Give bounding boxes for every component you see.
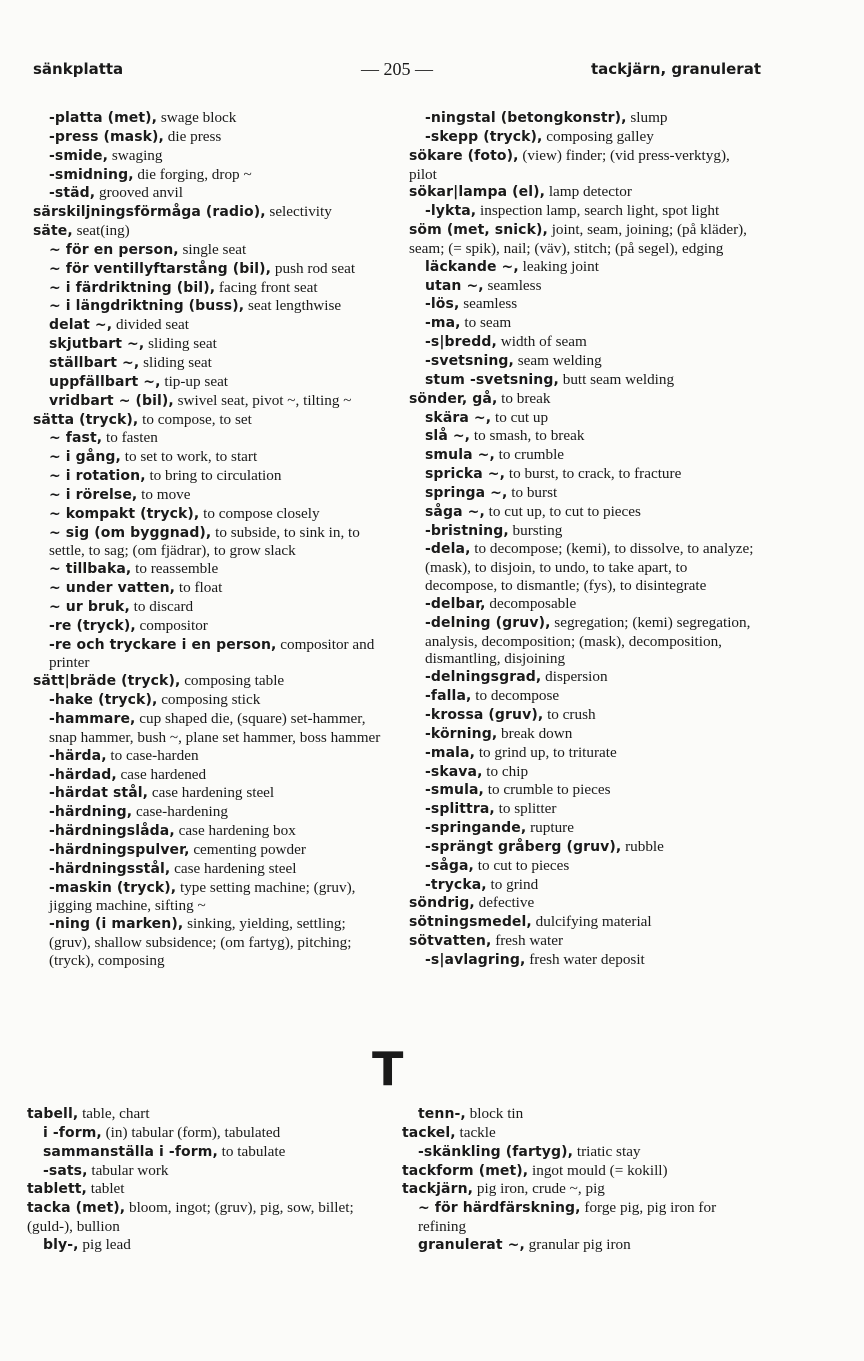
dictionary-entry	[402, 1105, 754, 1124]
dictionary-entry	[33, 222, 385, 241]
entry-translation: rupture	[526, 819, 574, 837]
dictionary-entry	[33, 579, 385, 598]
entry-headword: ställbart ~,	[49, 354, 140, 371]
entry-headword: -dela,	[425, 541, 471, 558]
dictionary-entry	[27, 1105, 379, 1124]
entry-translation: pig iron, crude ~, pig	[473, 1180, 605, 1198]
dictionary-entry	[409, 258, 761, 277]
dictionary-entry	[33, 279, 385, 298]
entry-headword: ~ för en person,	[49, 241, 179, 258]
entry-headword: -splittra,	[425, 801, 495, 818]
entry-translation: tabular work	[87, 1161, 169, 1179]
entry-translation: ingot mould (= kokill)	[528, 1161, 668, 1179]
entry-headword: -lykta,	[425, 203, 477, 220]
entry-translation: inspection lamp, search light, spot light	[476, 202, 720, 220]
entry-headword: -hammare,	[49, 711, 136, 727]
dictionary-entry	[33, 241, 385, 260]
dictionary-entry	[409, 371, 761, 390]
entry-headword: ~ i färdriktning (bil),	[49, 279, 216, 296]
dictionary-entry	[409, 503, 761, 522]
dictionary-entry	[33, 147, 385, 166]
entry-headword: -smidning,	[49, 166, 134, 183]
entry-headword: -springande,	[425, 820, 527, 837]
entry-translation: to cut up	[491, 408, 549, 426]
entry-translation: leaking joint	[518, 257, 599, 275]
entry-translation: divided seat	[112, 316, 189, 334]
dictionary-entry	[409, 951, 761, 970]
dictionary-entry	[33, 166, 385, 185]
dictionary-entry	[33, 109, 385, 128]
entry-translation: to bring to circulation	[145, 467, 282, 485]
column-3	[27, 1105, 379, 1255]
entry-translation: seamless	[483, 276, 542, 294]
entry-headword: tenn-,	[418, 1106, 466, 1122]
entry-translation: to decompose; (kemi), to dissolve, to analyze; (mask), to disjoin, to undo, to take apart, to decompose, to dismantle; (fys), to disintegrate	[425, 540, 754, 595]
entry-translation: table, chart	[78, 1105, 150, 1122]
entry-translation: to cut to pieces	[473, 856, 570, 874]
entry-headword: -maskin (tryck),	[49, 879, 177, 896]
dictionary-entry	[409, 800, 761, 819]
entry-headword: utan ~,	[425, 277, 484, 294]
entry-translation: segregation; (kemi) segregation, analysis, decomposition; (mask), decomposition, dismantling, disjoining	[425, 613, 751, 668]
dictionary-entry	[409, 763, 761, 782]
dictionary-entry	[409, 352, 761, 371]
entry-translation: to chip	[482, 762, 529, 780]
entry-headword: stum -svetsning,	[425, 371, 559, 388]
entry-translation: swage block	[157, 109, 237, 126]
entry-translation: cementing powder	[189, 840, 306, 858]
entry-translation: to fasten	[102, 429, 158, 447]
entry-translation: selectivity	[265, 203, 332, 221]
entry-headword: -s|bredd,	[425, 334, 497, 351]
entry-headword: -skepp (tryck),	[425, 128, 543, 145]
entry-headword: -härdat stål,	[49, 785, 149, 802]
entry-translation: dulcifying material	[531, 913, 652, 931]
entry-headword: sammanställa i -form,	[43, 1143, 218, 1160]
entry-headword: läckande ~,	[425, 258, 519, 275]
dictionary-entry	[409, 427, 761, 446]
entry-translation: fresh water	[491, 932, 564, 950]
dictionary-entry	[409, 668, 761, 687]
entry-translation: to float	[175, 579, 223, 597]
entry-headword: sötvatten,	[409, 933, 492, 950]
dictionary-entry	[402, 1162, 754, 1181]
dictionary-entry	[409, 595, 761, 614]
entry-translation: decomposable	[485, 594, 577, 612]
entry-headword: -härda,	[49, 747, 107, 764]
entry-headword: söndrig,	[409, 895, 475, 912]
dictionary-entry	[409, 876, 761, 895]
entry-translation: composing galley	[542, 127, 654, 145]
dictionary-entry	[33, 297, 385, 316]
entry-headword: -körning,	[425, 725, 498, 742]
dictionary-entry	[33, 524, 385, 561]
entry-headword: såga ~,	[425, 503, 485, 520]
dictionary-entry	[33, 486, 385, 505]
entry-translation: case hardened	[116, 765, 207, 783]
dictionary-entry	[409, 183, 761, 202]
entry-headword: -skänkling (fartyg),	[418, 1143, 574, 1160]
entry-translation: swaging	[108, 146, 163, 164]
dictionary-entry	[409, 932, 761, 951]
dictionary-entry	[33, 841, 385, 860]
entry-translation: sliding seat	[139, 353, 212, 371]
page-header	[33, 60, 761, 84]
entry-headword: springa ~,	[425, 484, 508, 501]
entry-translation: to set to work, to start	[120, 448, 258, 466]
dictionary-entry	[402, 1124, 754, 1143]
entry-translation: to grind	[486, 875, 539, 893]
entry-translation: bursting	[508, 521, 563, 539]
dictionary-entry	[409, 390, 761, 409]
entry-headword: -ningstal (betongkonstr),	[425, 110, 627, 126]
entry-headword: -sprängt gråberg (gruv),	[425, 838, 622, 855]
entry-translation: to compose closely	[199, 504, 320, 522]
section-letter: T	[372, 1042, 404, 1096]
entry-translation: compositor	[135, 616, 208, 634]
dictionary-entry	[402, 1180, 754, 1199]
entry-translation: butt seam welding	[558, 370, 675, 388]
entry-headword: ~ för härdfärskning,	[418, 1200, 581, 1217]
entry-translation: lamp detector	[545, 183, 632, 201]
entry-translation: bloom, ingot; (gruv), pig, sow, billet; (guld-), bullion	[27, 1199, 354, 1236]
column-4	[402, 1105, 754, 1255]
entry-headword: tackjärn,	[402, 1181, 474, 1198]
entry-translation: to grind up, to triturate	[475, 743, 617, 761]
entry-headword: -härdningspulver,	[49, 841, 190, 858]
entry-headword: -krossa (gruv),	[425, 707, 544, 723]
dictionary-entry	[27, 1236, 379, 1255]
entry-headword: -trycka,	[425, 876, 487, 893]
entry-translation: swivel seat, pivot ~, tilting ~	[173, 391, 352, 409]
entry-headword: -delbar,	[425, 595, 486, 612]
entry-translation: tackle	[455, 1123, 496, 1141]
dictionary-entry	[27, 1180, 379, 1199]
entry-translation: to discard	[129, 597, 194, 615]
entry-translation: (view) finder; (vid press-verktyg), pilot	[409, 146, 730, 183]
entry-translation: case hardening box	[174, 822, 296, 840]
entry-translation: to burst, to crack, to fracture	[505, 465, 682, 483]
entry-translation: push rod seat	[271, 259, 356, 277]
entry-headword: -ma,	[425, 315, 461, 332]
dictionary-entry	[33, 879, 385, 916]
dictionary-entry	[409, 409, 761, 428]
entry-headword: spricka ~,	[425, 466, 506, 483]
entry-headword: -mala,	[425, 744, 476, 761]
dictionary-entry	[33, 784, 385, 803]
dictionary-entry	[33, 128, 385, 147]
dictionary-entry	[33, 598, 385, 617]
entry-headword: sötningsmedel,	[409, 914, 532, 931]
entry-headword: -ning (i marken),	[49, 916, 184, 933]
entry-headword: -härdningsstål,	[49, 860, 171, 877]
dictionary-entry	[402, 1236, 754, 1255]
dictionary-entry	[409, 314, 761, 333]
entry-headword: -härdning,	[49, 804, 133, 821]
entry-translation: fresh water deposit	[525, 950, 645, 968]
entry-translation: to splitter	[494, 800, 557, 818]
page-number: — 205 —	[361, 59, 433, 79]
entry-translation: to crumble	[494, 446, 565, 464]
entry-headword: särskiljningsförmåga (radio),	[33, 204, 266, 221]
entry-translation: block tin	[465, 1105, 524, 1122]
entry-headword: söm (met, snick),	[409, 222, 548, 239]
dictionary-entry	[33, 691, 385, 710]
dictionary-entry	[33, 617, 385, 636]
dictionary-entry	[409, 295, 761, 314]
header-right-guideword: tackjärn, granulerat	[590, 60, 761, 78]
dictionary-entry	[33, 203, 385, 222]
entry-translation: case hardening steel	[148, 784, 275, 802]
dictionary-entry	[409, 781, 761, 800]
entry-translation: die press	[163, 127, 222, 145]
entry-headword: sätta (tryck),	[33, 411, 139, 428]
entry-translation: break down	[497, 724, 573, 742]
entry-headword: tackel,	[402, 1124, 456, 1141]
dictionary-entry	[409, 913, 761, 932]
entry-headword: smula ~,	[425, 447, 495, 464]
entry-translation: composing stick	[157, 691, 261, 709]
entry-headword: -härdad,	[49, 766, 117, 783]
entry-headword: delat ~,	[49, 317, 113, 334]
entry-headword: ~ under vatten,	[49, 580, 176, 597]
dictionary-entry	[33, 467, 385, 486]
dictionary-entry	[33, 766, 385, 785]
entry-translation: seat(ing)	[72, 222, 130, 240]
dictionary-entry	[409, 894, 761, 913]
dictionary-entry	[33, 392, 385, 411]
entry-headword: ~ fast,	[49, 430, 103, 447]
dictionary-entry	[409, 446, 761, 465]
dictionary-entry	[33, 636, 385, 673]
entry-translation: single seat	[178, 240, 247, 258]
entry-translation: sliding seat	[144, 335, 217, 353]
dictionary-entry	[409, 687, 761, 706]
dictionary-entry	[33, 316, 385, 335]
dictionary-entry	[27, 1162, 379, 1181]
dictionary-entry	[33, 184, 385, 203]
entry-headword: -härdningslåda,	[49, 823, 175, 840]
entry-headword: -såga,	[425, 857, 474, 874]
entry-translation: grooved anvil	[95, 184, 183, 202]
entry-headword: ~ i gång,	[49, 449, 121, 466]
entry-translation: case hardening steel	[170, 859, 297, 877]
entry-translation: to tabulate	[217, 1142, 286, 1160]
dictionary-entry	[409, 540, 761, 595]
entry-headword: -bristning,	[425, 522, 509, 539]
entry-translation: to burst	[507, 483, 558, 501]
entry-headword: sönder, gå,	[409, 390, 498, 407]
entry-translation: (in) tabular (form), tabulated	[101, 1123, 281, 1141]
dictionary-entry	[33, 335, 385, 354]
entry-translation: case-hardening	[132, 803, 228, 821]
entry-headword: tablett,	[27, 1181, 87, 1198]
dictionary-entry	[409, 109, 761, 128]
entry-translation: rubble	[621, 837, 664, 855]
dictionary-entry	[33, 448, 385, 467]
entry-headword: -städ,	[49, 185, 96, 202]
entry-translation: type setting machine; (gruv), jigging machine, sifting ~	[49, 878, 356, 915]
entry-translation: to smash, to break	[470, 427, 585, 445]
dictionary-entry	[402, 1143, 754, 1162]
dictionary-entry	[409, 128, 761, 147]
entry-translation: die forging, drop ~	[133, 165, 252, 183]
dictionary-entry	[27, 1143, 379, 1162]
dictionary-entry	[33, 260, 385, 279]
entry-headword: -delning (gruv),	[425, 614, 551, 631]
entry-headword: granulerat ~,	[418, 1236, 525, 1253]
dictionary-entry	[409, 744, 761, 763]
entry-translation: to seam	[460, 314, 512, 332]
dictionary-entry	[33, 710, 385, 747]
entry-translation: composing table	[180, 672, 285, 690]
entry-translation: joint, seam, joining; (på kläder), seam; (= spik), nail; (väv), stitch; (på segel), edging	[409, 221, 747, 257]
dictionary-entry	[409, 857, 761, 876]
entry-translation: to decompose	[471, 687, 560, 705]
entry-headword: ~ kompakt (tryck),	[49, 505, 200, 522]
dictionary-entry	[33, 822, 385, 841]
dictionary-entry	[409, 147, 761, 184]
entry-headword: -delningsgrad,	[425, 669, 542, 686]
column-2	[409, 109, 761, 970]
entry-translation: slump	[626, 109, 668, 126]
entry-headword: sökare (foto),	[409, 147, 519, 164]
dictionary-entry	[33, 429, 385, 448]
entry-translation: defective	[474, 894, 535, 912]
entry-translation: seat lengthwise	[244, 297, 342, 315]
entry-headword: slå ~,	[425, 428, 471, 445]
entry-headword: tackform (met),	[402, 1162, 529, 1179]
entry-headword: ~ i rotation,	[49, 468, 146, 485]
entry-headword: tacka (met),	[27, 1200, 126, 1217]
dictionary-entry	[409, 202, 761, 221]
entry-translation: seam welding	[513, 351, 602, 369]
entry-headword: -hake (tryck),	[49, 692, 158, 709]
entry-headword: tabell,	[27, 1106, 79, 1122]
dictionary-entry	[33, 560, 385, 579]
entry-translation: forge pig, pig iron for refining	[418, 1199, 717, 1236]
dictionary-entry	[409, 484, 761, 503]
entry-headword: -skava,	[425, 763, 483, 780]
dictionary-entry	[33, 505, 385, 524]
entry-translation: tablet	[86, 1180, 125, 1198]
entry-headword: vridbart ~ (bil),	[49, 392, 174, 409]
entry-translation: seamless	[459, 295, 518, 313]
entry-headword: skära ~,	[425, 409, 492, 426]
entry-headword: -svetsning,	[425, 352, 514, 369]
entry-translation: sinking, yielding, settling; (gruv), shallow subsidence; (om fartyg), pitching; (tryck), composing	[49, 915, 352, 969]
dictionary-entry	[27, 1124, 379, 1143]
dictionary-entry	[33, 373, 385, 392]
entry-headword: -sats,	[43, 1162, 88, 1179]
entry-headword: -s|avlagring,	[425, 951, 526, 968]
entry-headword: ~ i rörelse,	[49, 486, 138, 503]
entry-translation: dispersion	[541, 668, 608, 686]
dictionary-entry	[27, 1199, 379, 1236]
dictionary-entry	[409, 465, 761, 484]
dictionary-entry	[409, 522, 761, 541]
entry-translation: to compose, to set	[138, 410, 252, 428]
entry-headword: sätt|bräde (tryck),	[33, 673, 181, 690]
entry-translation: facing front seat	[215, 278, 318, 296]
dictionary-entry	[409, 838, 761, 857]
dictionary-entry	[33, 672, 385, 691]
entry-translation: width of seam	[496, 333, 587, 351]
entry-translation: to move	[137, 485, 191, 503]
entry-headword: uppfällbart ~,	[49, 373, 161, 390]
dictionary-entry	[409, 706, 761, 725]
entry-translation: to subside, to sink in, to settle, to sag; (om fjädrar), to grow slack	[49, 523, 360, 560]
dictionary-entry	[409, 221, 761, 258]
dictionary-entry	[409, 725, 761, 744]
entry-headword: skjutbart ~,	[49, 336, 145, 353]
dictionary-entry	[33, 411, 385, 430]
entry-translation: triatic stay	[573, 1142, 641, 1160]
dictionary-entry	[409, 277, 761, 296]
dictionary-entry	[33, 915, 385, 970]
entry-headword: -re och tryckare i en person,	[49, 636, 277, 653]
dictionary-entry	[409, 614, 761, 669]
entry-translation: to reassemble	[131, 560, 219, 578]
entry-headword: ~ i längdriktning (buss),	[49, 298, 245, 315]
header-left-guideword: sänkplatta	[33, 60, 124, 78]
entry-headword: i -form,	[43, 1124, 102, 1141]
entry-translation: to break	[497, 389, 551, 407]
entry-headword: bly-,	[43, 1236, 79, 1253]
entry-translation: tip-up seat	[160, 372, 229, 390]
entry-headword: -platta (met),	[49, 110, 158, 126]
entry-headword: -smula,	[425, 782, 484, 799]
dictionary-entry	[33, 860, 385, 879]
entry-headword: ~ för ventillyftarstång (bil),	[49, 260, 272, 277]
entry-translation: pig lead	[78, 1235, 131, 1253]
dictionary-entry	[33, 803, 385, 822]
entry-translation: compositor and printer	[49, 635, 375, 672]
entry-headword: -press (mask),	[49, 128, 164, 145]
entry-translation: to case-harden	[106, 746, 199, 764]
entry-headword: -lös,	[425, 296, 460, 313]
entry-headword: -re (tryck),	[49, 617, 136, 634]
entry-headword: säte,	[33, 223, 73, 240]
entry-headword: ~ sig (om byggnad),	[49, 524, 212, 541]
entry-translation: cup shaped die, (square) set-hammer, snap hammer, bush ~, plane set hammer, boss hammer	[49, 710, 381, 746]
entry-translation: to crumble to pieces	[483, 781, 611, 799]
dictionary-entry	[402, 1199, 754, 1236]
entry-translation: granular pig iron	[524, 1235, 631, 1253]
entry-translation: to cut up, to cut to pieces	[484, 502, 641, 520]
entry-headword: ~ tillbaka,	[49, 561, 132, 578]
entry-headword: sökar|lampa (el),	[409, 184, 546, 201]
entry-translation: to crush	[543, 706, 596, 723]
dictionary-entry	[409, 333, 761, 352]
dictionary-entry	[409, 819, 761, 838]
entry-headword: ~ ur bruk,	[49, 598, 130, 615]
entry-headword: -smide,	[49, 147, 109, 164]
dictionary-entry	[33, 747, 385, 766]
column-1	[33, 109, 385, 970]
dictionary-entry	[33, 354, 385, 373]
entry-headword: -falla,	[425, 688, 472, 705]
